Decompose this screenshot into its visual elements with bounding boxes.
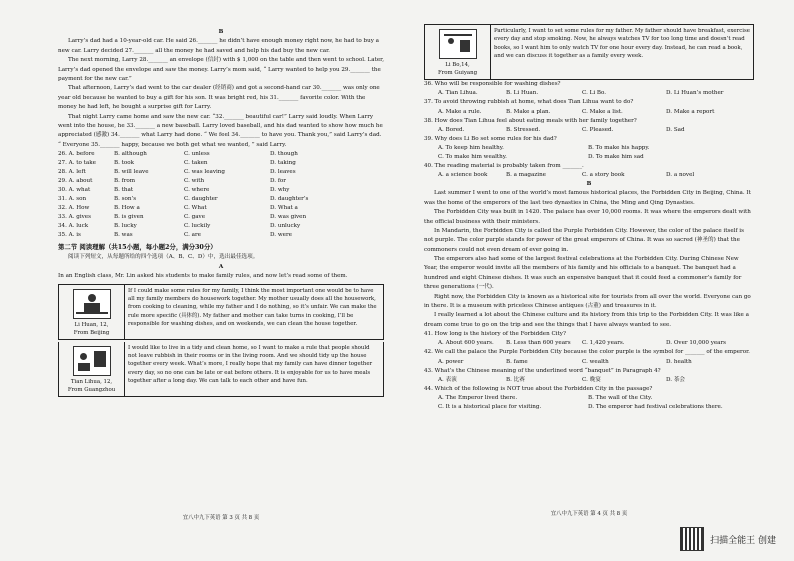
option-item: D. Sad: [666, 126, 685, 133]
option-item: B. that: [114, 186, 134, 193]
question-text: 40. The reading material is probably taken from _______.: [424, 162, 584, 169]
cloze-paragraph: Larry’s dad had a 10-year-old car. He said 26._______ he didn’t have enough money right now, he had to buy a new car. Larry decided 27._______ all the money he had saved and help his dad buy the new car.: [58, 38, 379, 54]
option-item: B. Less than 600 years: [506, 340, 571, 347]
option-item: D. daughter’s: [270, 195, 309, 202]
option-item: C. 晚宴: [582, 376, 601, 383]
option-item: D. leaves: [270, 168, 296, 175]
question-text: 44. Which of the following is NOT true about the Forbidden City in the passage?: [424, 385, 653, 392]
option-item: B. is given: [114, 213, 144, 220]
person-name: Li Bo,14,: [445, 62, 470, 68]
option-item: B. fame: [506, 358, 528, 365]
cloze-paragraph: That afternoon, Larry’s dad went to the car dealer (经销商) and got a second-hand car 30._______ was only one year old because he wanted to buy a gift for his son. It was bright red, his 31._______ favorite color. With the money he had left, he bought a surprise gift for Larry.: [58, 85, 380, 111]
question-text: 42. We call the palace the Purple Forbidden City because the color purple is the symbol for _______ of the emperor.: [424, 349, 750, 356]
option-item: 30. A. what: [58, 186, 91, 193]
section-title: 第二节 阅读理解（共15小题，每小题2分，满分30分）: [58, 243, 217, 252]
option-item: C. daughter: [184, 195, 218, 202]
option-item: D. Li Huan’s mother: [666, 90, 724, 97]
option-item: C. To make him wealthy.: [438, 153, 507, 160]
question-list: [424, 330, 754, 412]
right-page: [424, 24, 754, 517]
person-card: [424, 24, 754, 80]
person-place: From Guiyang: [437, 70, 478, 77]
reading-paragraph: The emperors also had some of the largest festival celebrations at the Forbidden City. During Chinese New Year, the emperor would invite all the members of his family and his officials to a banquet. The banquet had a hundred and eight Chinese dishes. It was such an expensive banquet that it could feed a commoner’s family for three generations (一代).: [424, 256, 742, 291]
cloze-paragraph: The next morning, Larry 28._______ an envelope (信封) with $ 1,000 on the table and then went to school. Later, Larry’s dad opened the envelope and saw the money. Larry’s mom said, “ Larry wanted to help you 29._______ the payment for the new car.”: [58, 57, 384, 82]
option-row: [424, 403, 754, 412]
option-item: D. Make a report: [666, 108, 715, 115]
option-spacer: [424, 171, 438, 180]
person-drawing-icon: [73, 346, 111, 376]
page-footer: 宜八中九下英语 第 3 页 共 8 页: [182, 515, 260, 521]
person-card: [58, 342, 384, 397]
option-item: D. why: [270, 186, 290, 193]
option-item: B. although: [114, 151, 147, 158]
option-item: D. What a: [270, 204, 298, 211]
option-item: D. health: [666, 358, 692, 365]
left-page: [58, 28, 384, 521]
scanner-watermark: [680, 527, 776, 551]
option-item: A. Make a rule.: [438, 108, 482, 115]
option-row: [58, 204, 384, 213]
option-item: D. for: [270, 177, 286, 184]
option-item: B. Li Huan.: [506, 90, 539, 97]
option-item: A. a science book: [438, 172, 488, 178]
option-item: C. It is a historical place for visiting.: [438, 403, 542, 410]
option-item: 33. A. gives: [58, 213, 91, 220]
option-item: D. 茶会: [666, 376, 686, 383]
section-label-b: B: [218, 29, 224, 35]
person-place: From Beijing: [73, 329, 110, 336]
option-item: D. The emperor had festival celebrations there.: [588, 403, 723, 410]
reading-paragraph: I really learned a lot about the Chinese culture and its history from this trip to the Forbidden City. It was like a dream come true to go on the trip and see the things that I have always wanted to see.: [424, 312, 749, 328]
option-item: A. About 600 years.: [438, 340, 494, 347]
reading-paragraph: In Mandarin, the Forbidden City is called the Purple Forbidden City. However, the color of the palace itself is not purple. The color purple stands for power of the great emperors of China. It was so sacred (神圣的) that the commoners could not even dream of ever going in.: [424, 227, 744, 253]
option-row: [58, 195, 384, 204]
option-spacer: [424, 126, 438, 135]
option-row: [58, 186, 384, 195]
option-spacer: [424, 394, 438, 403]
option-item: B. Make a plan.: [506, 108, 551, 115]
option-spacer: [424, 376, 438, 385]
reading-paragraph: The Forbidden City was built in 1420. The palace has over 10,000 rooms. It was where the emperors dealt with the official business with their ministers.: [424, 209, 751, 225]
option-item: C. taken: [184, 160, 208, 167]
option-row: [424, 126, 754, 135]
option-item: B. from: [114, 177, 136, 184]
option-row: [58, 213, 384, 222]
option-item: A. Bored.: [438, 126, 465, 133]
reading-paragraph: Right now, the Forbidden City is known as a historical site for tourists from all over the world. Everyone can go in there. It is a museum with priceless Chinese antiques (古董) and treasures in it.: [424, 293, 751, 310]
option-item: A. 表演: [438, 376, 457, 383]
option-item: C. 1,420 years.: [582, 340, 625, 347]
option-item: D. a novel: [666, 172, 695, 178]
option-item: C. luckily: [184, 222, 211, 229]
option-item: C. a story book: [582, 172, 625, 178]
option-item: 27. A. to take: [58, 160, 96, 167]
question-text: 37. To avoid throwing rubbish at home, what does Tian Lihua want to do?: [424, 99, 634, 106]
question-text: 39. Why does Li Bo set some rules for his dad?: [424, 135, 557, 142]
option-item: C. gave: [184, 213, 206, 220]
option-row: [424, 171, 754, 180]
person-text: I would like to live in a tidy and clean home, so I want to make a rule that people should not leave rubbish in their rooms or in the living room. And we should tidy up the house together every week. What’s more, I really hope that my family can have dinner together every day, so no one can be late or eat before others. It is enjoyable for us to have meals together after a long day. We can talk to each other and have fun.: [128, 344, 373, 385]
option-item: B. a magazine: [506, 172, 546, 178]
section-label-b: B: [586, 180, 592, 187]
option-spacer: [424, 89, 438, 98]
qr-code-icon: [680, 527, 704, 551]
option-item: C. unless: [184, 151, 210, 158]
option-item: A. The Emperor lived there.: [438, 394, 518, 401]
option-row: [424, 108, 754, 117]
option-item: A. Tian Lihua.: [438, 90, 478, 97]
option-item: B. To make his happy.: [588, 144, 650, 151]
section-instructions: 阅读下列短文，从每题所给的四个选项（A、B、C、D）中，选出最佳选项。: [68, 254, 259, 261]
option-row: [58, 150, 384, 159]
option-item: 28. A. left: [58, 168, 86, 175]
option-spacer: [424, 108, 438, 117]
option-row: [424, 358, 754, 367]
option-item: D. Over 10,000 years: [666, 340, 727, 347]
option-row: [58, 168, 384, 177]
question-text: 41. How long is the history of the Forbidden City?: [424, 331, 566, 338]
option-row: [424, 144, 754, 153]
option-item: C. are: [184, 231, 201, 238]
cloze-options: [58, 150, 384, 239]
option-row: [424, 153, 754, 162]
option-row: [58, 177, 384, 186]
option-row: [58, 222, 384, 231]
person-name: Li Huan, 12,: [74, 321, 109, 328]
person-place: From Guangzhou: [67, 386, 116, 393]
option-item: C. What: [184, 204, 207, 211]
option-spacer: [424, 153, 438, 162]
option-item: C. Li Bo.: [582, 90, 607, 97]
question-text: 36. Who will be responsible for washing dishes?: [424, 81, 561, 88]
person-text: Particularly, I want to set some rules for my father. My father should have breakfast, exercise every day and stop smoking. Now, he always watches TV for too long time and doesn’t read books, so I want him to only watch TV for one hour every day. Instead, he can read a book, and we can discuss it together as a family every week.: [494, 28, 750, 60]
option-item: 35. A. is: [58, 231, 81, 238]
person-card: [58, 284, 384, 340]
option-item: D. was given: [270, 213, 307, 220]
option-item: A. To keep him healthy.: [438, 144, 504, 151]
scanner-brand-text: 扫描全能王 创建: [710, 535, 776, 546]
option-item: D. though: [270, 151, 298, 158]
option-item: C. with: [184, 177, 205, 184]
option-item: 26. A. before: [58, 151, 95, 158]
option-item: A. power: [438, 358, 464, 365]
option-spacer: [424, 339, 438, 348]
person-text: If I could make some rules for my family, I think the most important one would be to have all my family members do housework together. My mother usually does all the housework, from cooking to cleaning, while my father and I do nothing, so it’s unfair. We can make the rule more specific (具体的). My father and mother can take turns in cooking, I’ll be responsible for washing dishes, and on weekends, we can clean the house together.: [128, 287, 377, 328]
option-spacer: [424, 144, 438, 153]
option-item: C. wealth: [582, 358, 609, 365]
reading-paragraph: Last summer I went to one of the world’s most famous historical places, the Forbidden City in Beijing, China. It was the home of the emperors of the last two dynasties in China, the Ming and Qing Dynasties.: [424, 190, 751, 206]
option-spacer: [424, 403, 438, 412]
question-text: 43. What’s the Chinese meaning of the underlined word “banquet” in Paragraph 4?: [424, 367, 661, 374]
section-label-a: A: [218, 263, 224, 270]
option-row: [58, 231, 384, 240]
option-item: B. took: [114, 160, 135, 167]
question-text: 38. How does Tian Lihua feel about eating meals with her family together?: [424, 117, 637, 124]
option-item: D. To make him sad: [588, 153, 644, 160]
option-spacer: [424, 358, 438, 367]
option-row: [424, 376, 754, 385]
page-footer: 宜八中九下英语 第 4 页 共 8 页: [550, 511, 628, 517]
option-item: D. taking: [270, 160, 296, 167]
option-item: 31. A. son: [58, 195, 87, 202]
option-row: [424, 89, 754, 98]
option-item: C. was leaving: [184, 168, 225, 175]
option-item: B. How a: [114, 204, 140, 211]
option-item: C. Make a list.: [582, 108, 623, 115]
option-row: [424, 394, 754, 403]
person-illustration: [425, 25, 491, 79]
person-illustration: [59, 285, 125, 339]
option-item: C. where: [184, 186, 210, 193]
option-item: D. were: [270, 231, 292, 238]
reading-intro: In an English class, Mr. Lin asked his students to make family rules, and now let’s read some of them.: [58, 273, 348, 280]
person-drawing-icon: [439, 29, 477, 59]
question-list: [424, 80, 754, 180]
option-item: D. unlucky: [270, 222, 301, 229]
option-item: C. Pleased.: [582, 126, 614, 133]
option-item: B. lucky: [114, 222, 137, 229]
option-item: B. son’s: [114, 195, 137, 202]
person-name: Tian Lihua, 12,: [70, 378, 113, 385]
option-item: 32. A. How: [58, 204, 90, 211]
cloze-paragraph: That night Larry came home and saw the new car. “32._______ beautiful car!” Larry said loudly. When Larry went into the house, he 33._______ a new baseball. Larry loved baseball, and his dad wanted to show how much he appreciated (感激) 34._______ what Larry had done. “ We feel 34._______ to have you. Thank you,” said Larry’s dad. “ Everyone 35._______ happy, because we both get what we wanted, ” said Larry.: [58, 113, 383, 148]
option-item: B. was: [114, 231, 133, 238]
option-item: B. Stressed.: [506, 126, 541, 133]
person-illustration: [59, 342, 125, 396]
option-item: B. The wall of the City.: [588, 394, 653, 401]
person-drawing-icon: [73, 289, 111, 319]
option-row: [58, 159, 384, 168]
option-item: B. 比赛: [506, 376, 525, 383]
option-item: 34. A. luck: [58, 222, 89, 229]
option-item: B. will leave: [114, 168, 149, 175]
option-row: [424, 339, 754, 348]
option-item: 29. A. about: [58, 177, 93, 184]
